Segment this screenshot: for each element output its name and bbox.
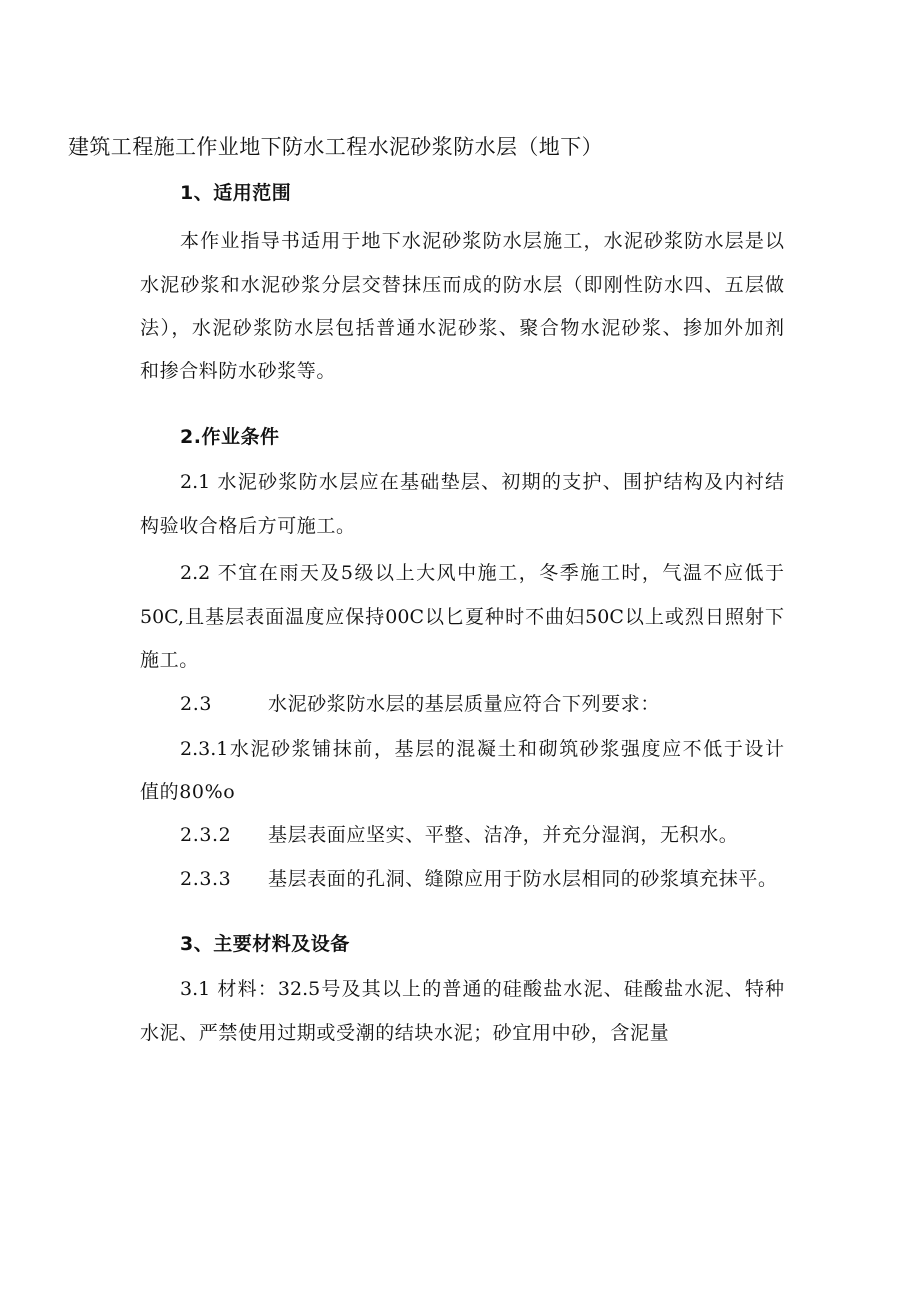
section-heading-1: 1、适用范围 [180,182,292,204]
clause-text: 水泥砂浆防水层的基层质量应符合下列要求： [268,693,661,715]
clause-text: 基层表面应坚实、平整、洁净，并充分湿润，无积水。 [268,824,739,846]
document-title: 建筑工程施工作业地下防水工程水泥砂浆防水层（地下） [68,135,603,159]
clause-number: 2.3.3 [180,868,232,890]
clause-2-3 [180,692,660,716]
clause-text: 基层表面的孔洞、缝隙应用于防水层相同的砂浆填充抹平。 [268,868,778,890]
paragraph-line: 3.1 材料：32.5号及其以上的普通的硅酸盐水泥、硅酸盐水泥、特种 [180,978,784,1000]
clause-2-1-line: 2.1 水泥砂浆防水层应在基础垫层、初期的支护、围护结构及内衬结 [180,471,784,493]
section-heading-3: 3、主要材料及设备 [180,933,350,955]
clause-2-2-line: 50C,且基层表面温度应保持00C以匕夏种时不曲妇50C以上或烈日照射下 [140,606,784,628]
paragraph-line: 水泥、严禁使用过期或受潮的结块水泥；砂宜用中砂，含泥量 [140,1022,670,1044]
clause-number: 2.3.2 [180,824,232,846]
clause-2-3-3 [180,867,778,891]
section-heading-2: 2.作业条件 [180,426,280,448]
clause-2-2-line: 施工。 [140,649,199,671]
clause-2-2-line: 2.2 不宜在雨天及5级以上大风中施工，冬季施工时，气温不应低于 [180,562,784,584]
paragraph-line: 水泥砂浆和水泥砂浆分层交替抹压而成的防水层（即刚性防水四、五层做 [140,274,784,296]
clause-2-3-2 [180,823,738,847]
paragraph-line: 和掺合料防水砂浆等。 [140,360,337,382]
clause-2-3-1-line: 值的80%o [140,781,236,803]
paragraph-line: 法），水泥砂浆防水层包括普通水泥砂浆、聚合物水泥砂浆、掺加外加剂 [140,317,784,339]
clause-2-1-line: 构验收合格后方可施工。 [140,515,356,537]
clause-2-3-1-line: 2.3.1水泥砂浆铺抹前，基层的混凝土和砌筑砂浆强度应不低于设计 [180,738,784,760]
clause-number: 2.3 [180,693,213,715]
paragraph-line: 本作业指导书适用于地下水泥砂浆防水层施工，水泥砂浆防水层是以 [180,230,784,252]
